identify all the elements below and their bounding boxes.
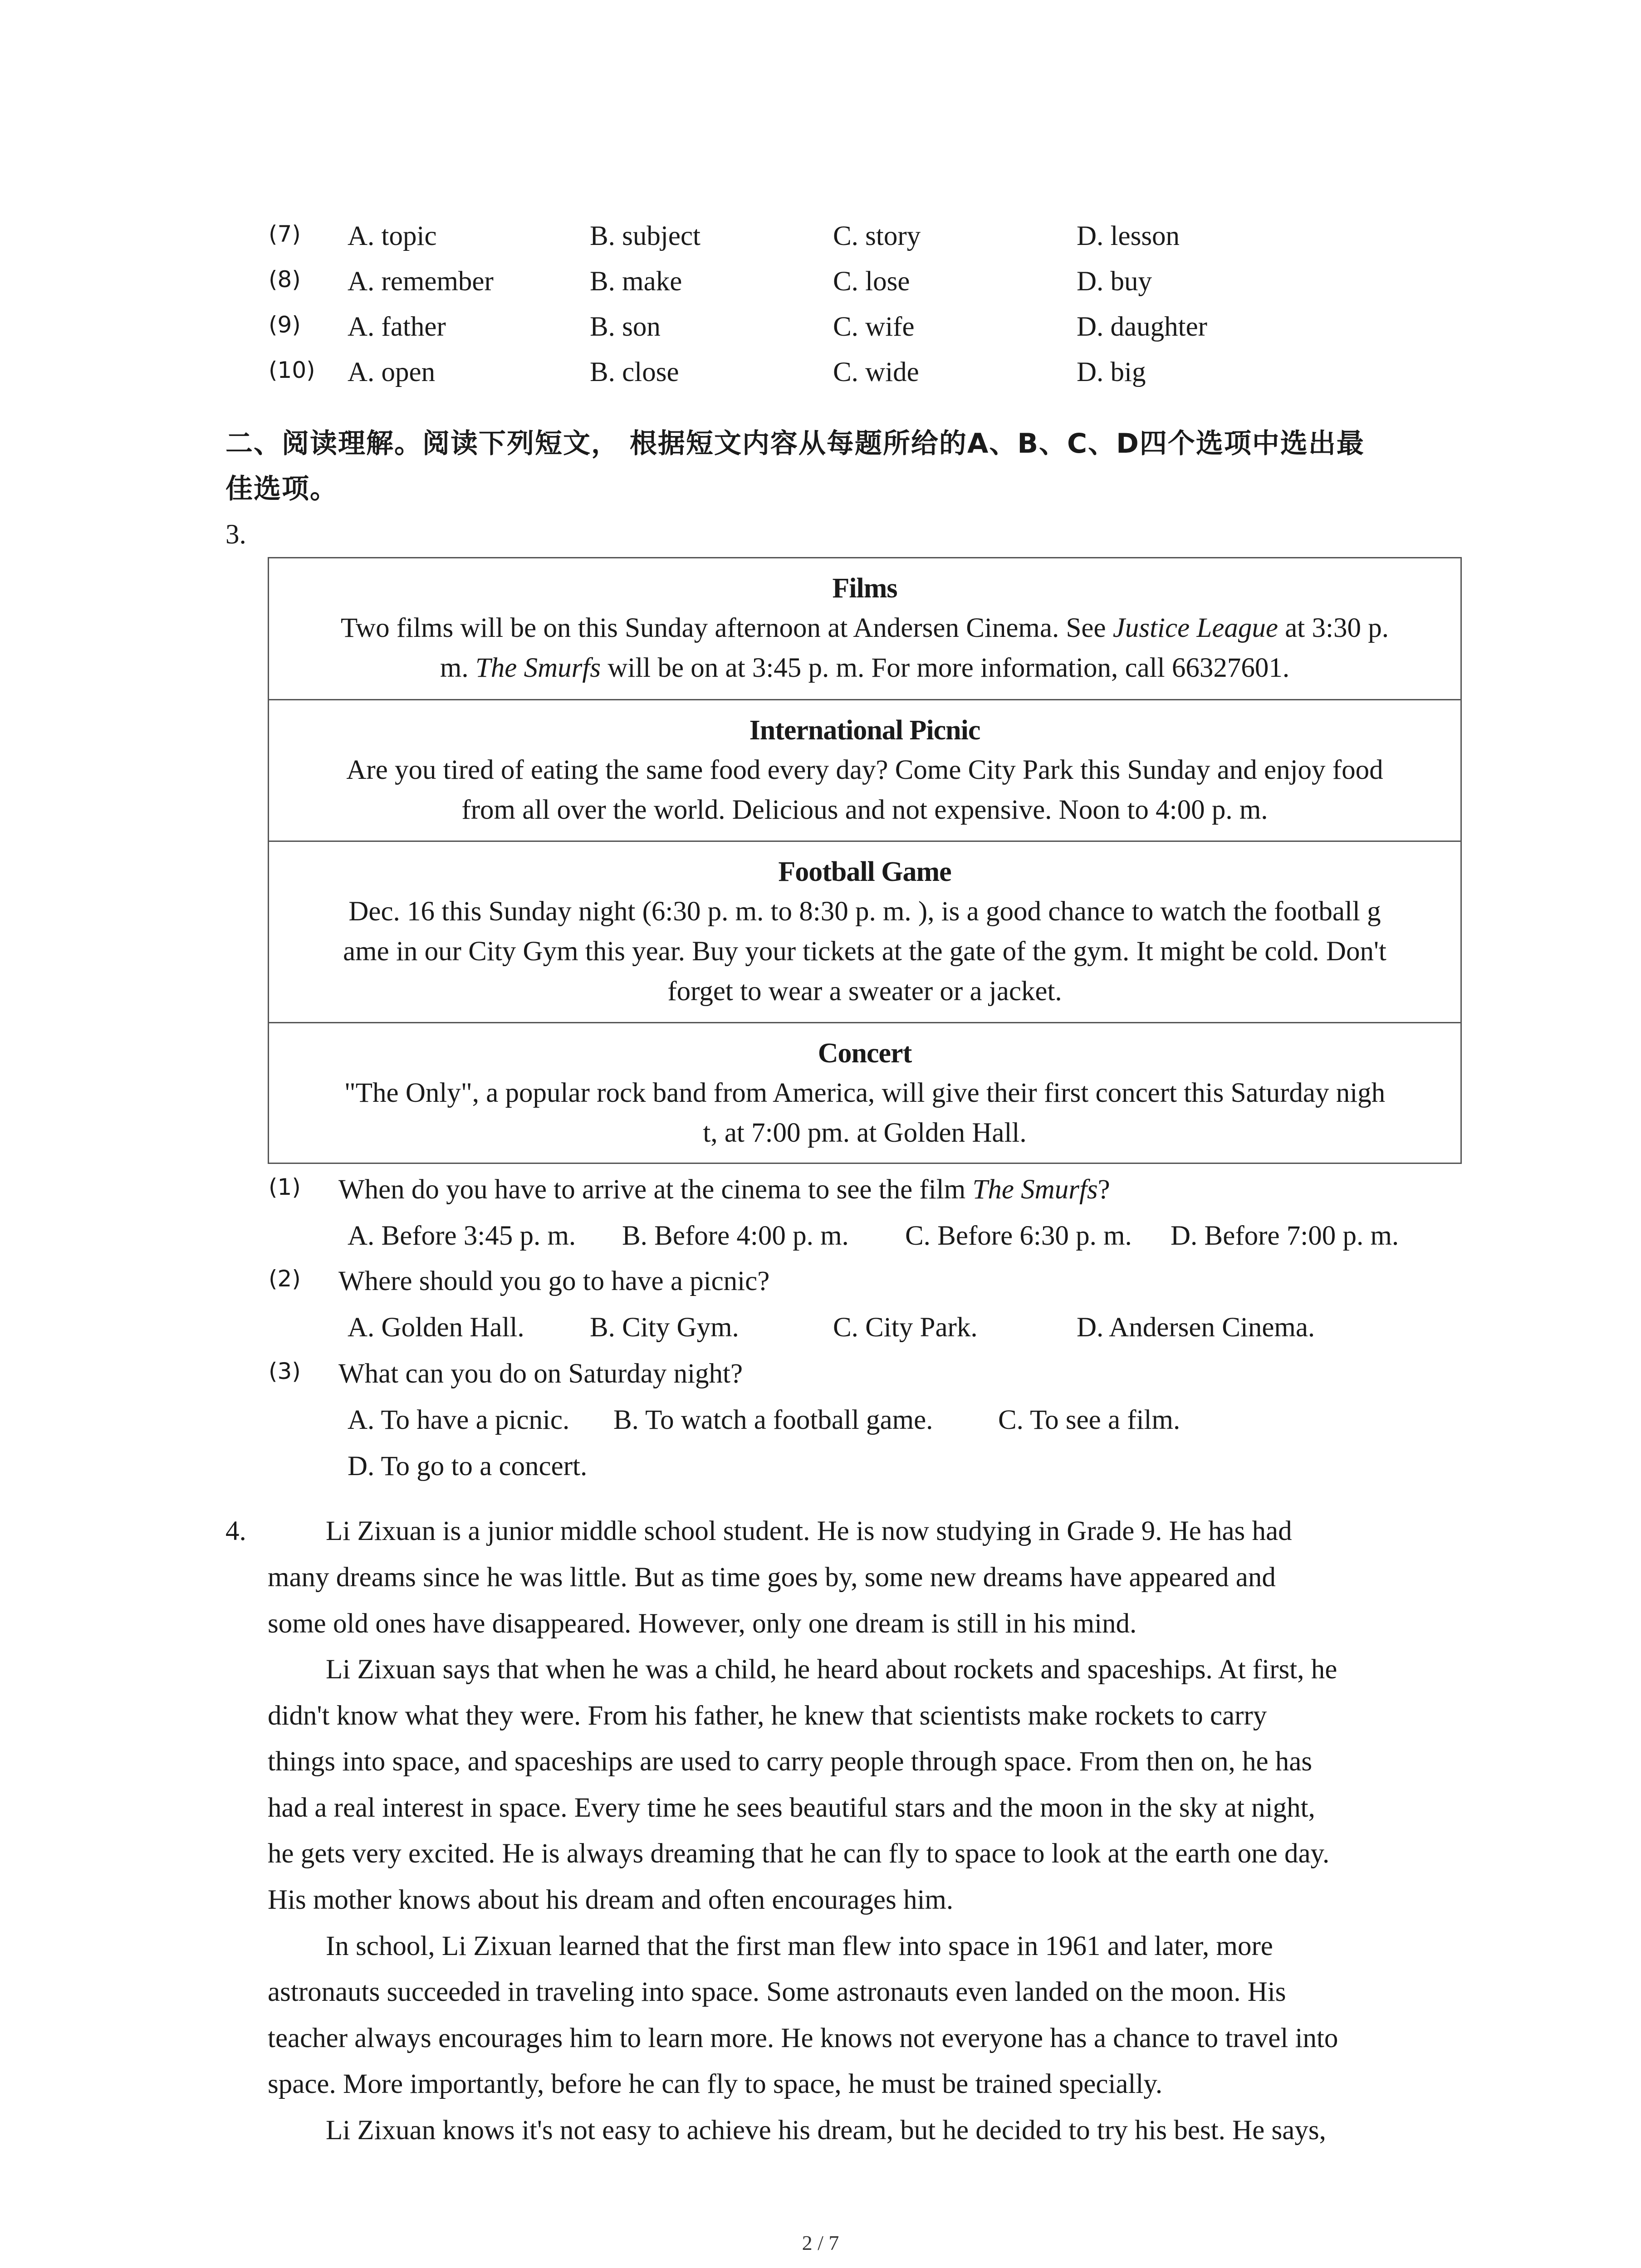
notice-body: Two films will be on this Sunday afternoon at Andersen Cinema. See Justice League at 3:30 p. m. The Smurfs will be on at 3:45 p. m. For more information, call 66327601.	[341, 613, 1389, 683]
option-c: C. wide	[833, 357, 919, 387]
option-d: D. big	[1077, 357, 1146, 387]
passage-line: Li Zixuan is a junior middle school student. He is now studying in Grade 9. He has had	[326, 1516, 1292, 1546]
question-number: (9)	[269, 312, 301, 338]
option-c: C. lose	[833, 266, 910, 297]
question-text: What can you do on Saturday night?	[338, 1359, 743, 1389]
question-number: (2)	[269, 1266, 301, 1292]
option-b: B. Before 4:00 p. m.	[622, 1221, 849, 1251]
option-b: B. City Gym.	[590, 1312, 739, 1343]
option-d: D. To go to a concert.	[348, 1451, 588, 1481]
notice-picnic	[269, 699, 1460, 841]
passage-line: he gets very excited. He is always dreaming that he can fly to space to look at the earth one day.	[268, 1838, 1330, 1869]
notice-body: "The Only", a popular rock band from America, will give their first concert this Saturday nigh t, at 7:00 pm. at Golden Hall.	[344, 1078, 1386, 1148]
option-a: A. father	[348, 312, 446, 342]
notice-title: Concert	[818, 1038, 912, 1069]
question-number: (8)	[269, 266, 301, 293]
question-number-4: 4.	[225, 1516, 246, 1546]
passage-line: had a real interest in space. Every time he sees beautiful stars and the moon in the sky at night,	[268, 1793, 1315, 1823]
question-number: (10)	[269, 357, 315, 383]
notice-title: International Picnic	[749, 715, 980, 746]
option-a: A. remember	[348, 266, 494, 297]
question-text: When do you have to arrive at the cinema to see the film The Smurfs?	[338, 1174, 1110, 1205]
option-d: D. daughter	[1077, 312, 1207, 342]
option-c: C. story	[833, 221, 921, 251]
passage-line: some old ones have disappeared. However, only one dream is still in his mind.	[268, 1608, 1137, 1639]
question-text: Where should you go to have a picnic?	[338, 1266, 770, 1296]
passage-line: teacher always encourages him to learn more. He knows not everyone has a chance to travel into	[268, 2023, 1338, 2053]
question-number: (1)	[269, 1174, 301, 1200]
option-a: A. Before 3:45 p. m.	[348, 1221, 576, 1251]
passage-line: space. More importantly, before he can fly to space, he must be trained specially.	[268, 2069, 1163, 2099]
notice-title: Football Game	[778, 856, 951, 887]
notice-body: Dec. 16 this Sunday night (6:30 p. m. to 8:30 p. m. ), is a good chance to watch the football g ame in our City Gym this year. Buy your tickets at the gate of the gym. It might be cold. Don't forget to wear a sweater or a jacket.	[343, 896, 1386, 1007]
notice-body: Are you tired of eating the same food every day? Come City Park this Sunday and enjoy food from all over the world. Delicious and not expensive. Noon to 4:00 p. m.	[346, 755, 1383, 825]
option-b: B. close	[590, 357, 679, 387]
option-b: B. subject	[590, 221, 700, 251]
notices-table	[268, 557, 1462, 1164]
option-a: A. Golden Hall.	[348, 1312, 524, 1343]
question-number-3: 3.	[225, 519, 246, 550]
passage-line: His mother knows about his dream and often encourages him.	[268, 1885, 954, 1915]
option-a: A. open	[348, 357, 436, 387]
passage-line: Li Zixuan says that when he was a child, he heard about rockets and spaceships. At first, he	[326, 1654, 1337, 1685]
passage-line: many dreams since he was little. But as time goes by, some new dreams have appeared and	[268, 1562, 1276, 1593]
notice-films	[269, 558, 1460, 699]
page-number: 2 / 7	[802, 2231, 839, 2254]
notice-title: Films	[832, 573, 897, 604]
option-b: B. To watch a football game.	[613, 1405, 933, 1435]
notice-concert	[269, 1022, 1460, 1163]
option-a: A. topic	[348, 221, 437, 251]
option-c: C. wife	[833, 312, 915, 342]
section-heading-line2: 佳选项。	[225, 473, 338, 505]
passage-line: In school, Li Zixuan learned that the first man flew into space in 1961 and later, more	[326, 1931, 1273, 1961]
option-c: C. City Park.	[833, 1312, 978, 1343]
passage-line: things into space, and spaceships are used to carry people through space. From then on, he has	[268, 1746, 1313, 1777]
option-c: C. Before 6:30 p. m.	[905, 1221, 1132, 1251]
passage-line: astronauts succeeded in traveling into space. Some astronauts even landed on the moon. His	[268, 1977, 1286, 2007]
option-d: D. Andersen Cinema.	[1077, 1312, 1315, 1343]
option-b: B. make	[590, 266, 682, 297]
option-d: D. buy	[1077, 266, 1152, 297]
section-heading-line1: 二、阅读理解。阅读下列短文， 根据短文内容从每题所给的A、B、C、D四个选项中选出最	[225, 428, 1365, 459]
question-number: (3)	[269, 1358, 301, 1384]
option-d: D. Before 7:00 p. m.	[1171, 1221, 1399, 1251]
option-c: C. To see a film.	[998, 1405, 1181, 1435]
notice-football	[269, 841, 1460, 1022]
question-number: (7)	[269, 221, 301, 247]
option-a: A. To have a picnic.	[348, 1405, 570, 1435]
passage-line: Li Zixuan knows it's not easy to achieve his dream, but he decided to try his best. He says,	[326, 2115, 1326, 2146]
option-d: D. lesson	[1077, 221, 1180, 251]
option-b: B. son	[590, 312, 661, 342]
passage-line: didn't know what they were. From his father, he knew that scientists make rockets to carry	[268, 1701, 1267, 1731]
